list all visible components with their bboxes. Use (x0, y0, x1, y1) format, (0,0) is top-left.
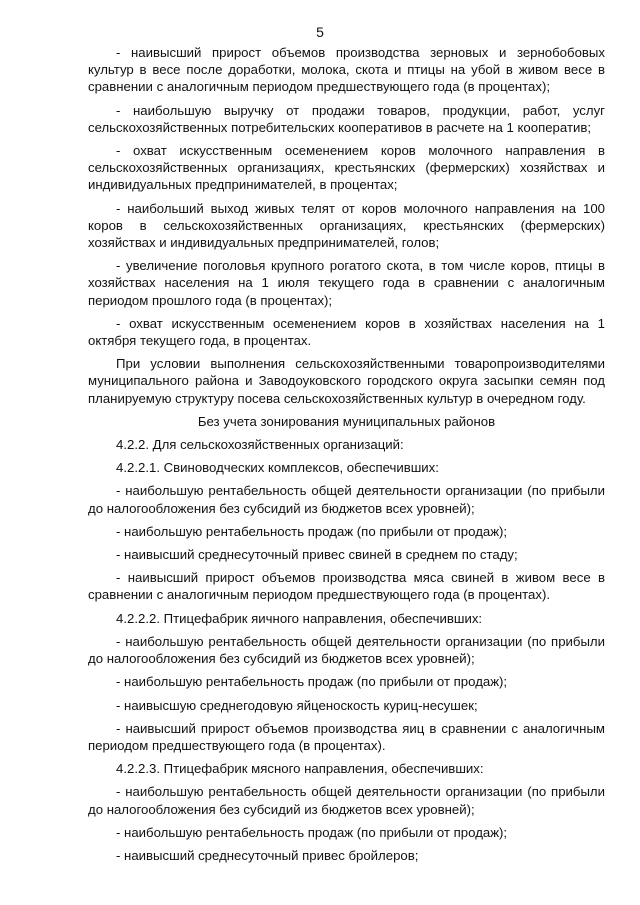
paragraph: - охват искусственным осеменением коров молочного направления в сельскохозяйственных организациях, крестьянских (фермерских) хозяйствах и индивидуальных предпринимателей, в процентах; (88, 143, 605, 193)
list-item: - наибольшую рентабельность общей деятельности организации (по прибыли до налогообложения без субсидий из бюджетов всех уровней); (88, 633, 605, 667)
paragraph: - охват искусственным осеменением коров в хозяйствах населения на 1 октября текущего года, в процентах. (88, 315, 605, 349)
list-item: - наибольшую рентабельность продаж (по прибыли от продаж); (116, 824, 508, 840)
section-title-4-2-2: 4.2.2. Для сельскохозяйственных организаций: (116, 437, 404, 453)
list-item: - наивысший прирост объемов производства яиц в сравнении с аналогичным периодом предшествующего года (в процентах). (88, 720, 605, 753)
paragraph: При условии выполнения сельскохозяйственными товаропроизводителями муниципального района и Заводоуковского городского округа засыпки семян под планируемую структуру посева сельскохозяйственных культур в очередном году. (88, 356, 605, 406)
section-title-4-2-2-2: 4.2.2.2. Птицефабрик яичного направления, обеспечивших: (116, 610, 483, 626)
list-item: - наибольшую рентабельность продаж (по прибыли от продаж); (116, 674, 508, 690)
paragraph: - увеличение поголовья крупного рогатого скота, в том числе коров, птицы в хозяйствах населения на 1 июля текущего года в сравнении с аналогичным периодом прошлого года (в процентах); (88, 258, 605, 308)
list-item: - наибольшую рентабельность общей деятельности организации (по прибыли до налогообложения без субсидий из бюджетов всех уровней); (88, 784, 605, 817)
paragraph: - наибольшую выручку от продажи товаров, продукции, работ, услуг сельскохозяйственных потребительских кооперативов в расчете на 1 кооператив; (88, 102, 605, 135)
list-item: - наивысший прирост объемов производства мяса свиней в живом весе в сравнении с аналогичным периодом предшествующего года (в процентах). (88, 570, 605, 603)
section-heading: Без учета зонирования муниципальных районов (197, 413, 496, 429)
list-item: - наивысшую среднегодовую яйценоскость куриц-несушек; (116, 697, 478, 713)
list-item: - наибольшую рентабельность продаж (по прибыли от продаж); (116, 523, 508, 539)
page-number: 5 (316, 24, 324, 40)
list-item: - наивысший среднесуточный привес бройлеров; (116, 847, 419, 863)
paragraph: - наивысший прирост объемов производства зерновых и зернобобовых культур в весе после доработки, молока, скота и птицы на убой в живом весе в сравнении с аналогичным периодом предшествующего года (в процентах); (88, 45, 605, 95)
paragraph: - наибольший выход живых телят от коров молочного направления на 100 коров в сельскохозяйственных организациях, крестьянских (фермерских) хозяйствах и индивидуальных предпринимателей, голов; (88, 200, 605, 251)
list-item: - наибольшую рентабельность общей деятельности организации (по прибыли до налогообложения без субсидий из бюджетов всех уровней); (88, 483, 605, 516)
section-title-4-2-2-3: 4.2.2.3. Птицефабрик мясного направления, обеспечивших: (116, 761, 484, 777)
section-title-4-2-2-1: 4.2.2.1. Свиноводческих комплексов, обеспечивших: (116, 460, 439, 476)
list-item: - наивысший среднесуточный привес свиней в среднем по стаду; (116, 547, 518, 563)
document-body (88, 44, 605, 870)
